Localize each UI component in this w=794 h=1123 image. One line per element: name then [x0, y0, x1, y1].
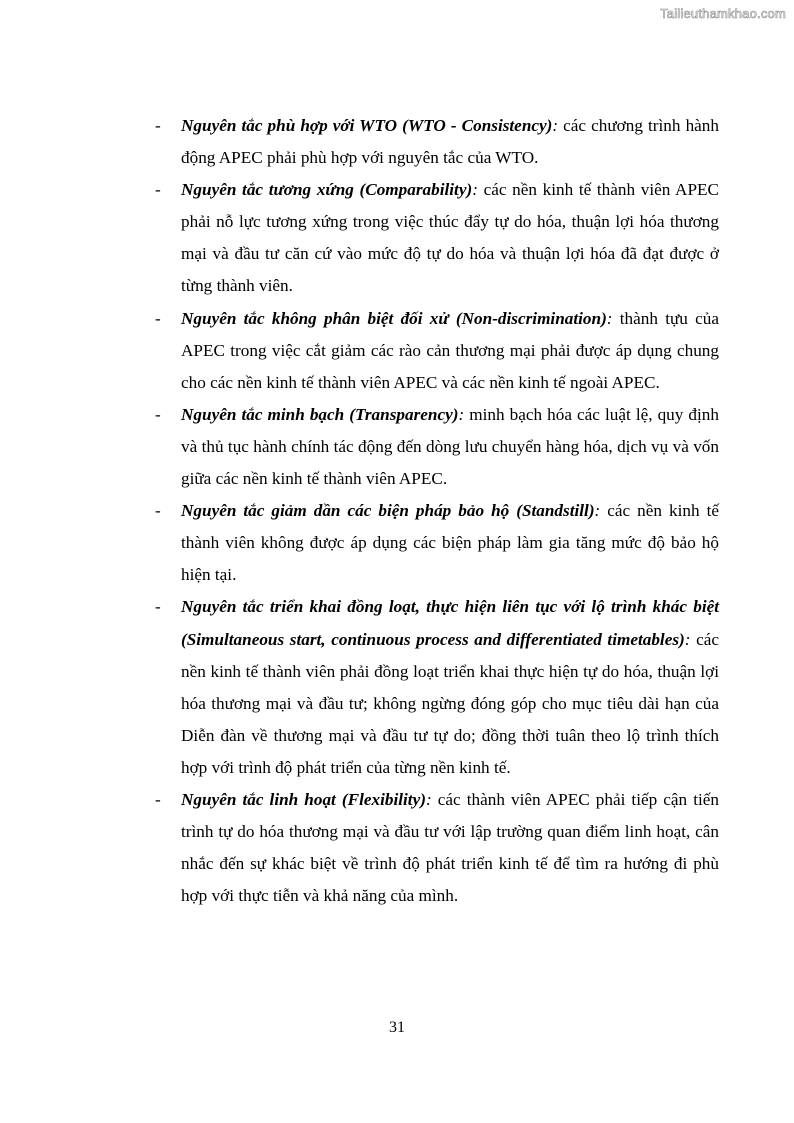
- principle-description: các nền kinh tế thành viên phải đồng loạt triển khai thực hiện tự do hóa, thuận lợi hóa thương mại và đầu tư; không ngừng đóng góp cho mục tiêu dài hạn của Diễn đàn về thương mại và đầu tư tự do; đồng thời tuân theo lộ trình thích hợp với trình độ phát triển của từng nền kinh tế.: [181, 629, 719, 777]
- principle-term: Nguyên tắc giảm dần các biện pháp bảo hộ (Standstill): [181, 501, 595, 521]
- term-colon: :: [684, 629, 691, 649]
- principle-description: các chương trình hành động APEC phải phù hợp với nguyên tắc của WTO.: [181, 116, 719, 168]
- principle-comparability: [155, 174, 719, 302]
- principle-term: Nguyên tắc không phân biệt đối xử (Non-discrimination): [181, 308, 607, 328]
- list-bullet-dash: -: [155, 597, 161, 617]
- principle-term: Nguyên tắc tương xứng (Comparability): [181, 180, 473, 200]
- principle-non-discrimination: [155, 303, 719, 399]
- term-colon: :: [472, 180, 478, 200]
- principle-flexibility: [155, 784, 719, 912]
- principle-wto-consistency: [155, 110, 719, 174]
- list-bullet-dash: -: [155, 789, 161, 809]
- term-colon: :: [425, 789, 432, 809]
- principle-description: minh bạch hóa các luật lệ, quy định và thủ tục hành chính tác động đến dòng lưu chuyển hàng hóa, dịch vụ và vốn giữa các nền kinh tế thành viên APEC.: [181, 404, 719, 489]
- principle-term: Nguyên tắc triển khai đồng loạt, thực hiện liên tục với lộ trình khác biệt (Simultaneous start, continuous process and differentiated timetables): [181, 597, 719, 649]
- principle-simultaneous-start: [155, 591, 719, 784]
- principle-description: thành tựu của APEC trong việc cắt giảm các rào cản thương mại phải được áp dụng chung cho các nền kinh tế thành viên APEC và các nền kinh tế ngoài APEC.: [181, 308, 719, 392]
- principle-description: các thành viên APEC phải tiếp cận tiến trình tự do hóa thương mại và đầu tư với lập trường quan điểm linh hoạt, cân nhắc đến sự khác biệt về trình độ phát triển kinh tế để tìm ra hướng đi phù hợp với thực tiễn và khả năng của mình.: [181, 789, 720, 906]
- page-number: 31: [389, 1019, 405, 1036]
- principle-standstill: [155, 495, 719, 591]
- term-colon: :: [606, 308, 613, 328]
- list-bullet-dash: -: [155, 501, 161, 521]
- site-watermark: Tailieuthamkhao.com: [660, 6, 786, 21]
- principles-list: [155, 110, 719, 912]
- list-bullet-dash: -: [155, 180, 161, 200]
- list-bullet-dash: -: [155, 116, 161, 135]
- list-bullet-dash: -: [155, 404, 161, 424]
- term-colon: :: [552, 116, 559, 135]
- term-colon: :: [594, 501, 601, 521]
- principle-transparency: [155, 399, 719, 495]
- term-colon: :: [458, 404, 465, 424]
- principle-term: Nguyên tắc phù hợp với WTO (WTO - Consistency): [181, 116, 553, 135]
- principle-description: các nền kinh tế thành viên APEC phải nỗ lực tương xứng trong việc thúc đẩy tự do hóa, thuận lợi hóa thương mại và đầu tư căn cứ vào mức độ tự do hóa và thuận lợi hóa đã đạt được ở từng thành viên.: [181, 180, 719, 296]
- principle-term: Nguyên tắc minh bạch (Transparency): [181, 404, 459, 424]
- principle-term: Nguyên tắc linh hoạt (Flexibility): [181, 789, 426, 809]
- list-bullet-dash: -: [155, 308, 161, 328]
- principle-description: các nền kinh tế thành viên không được áp dụng các biện pháp làm gia tăng mức độ bảo hộ hiện tại.: [181, 501, 719, 585]
